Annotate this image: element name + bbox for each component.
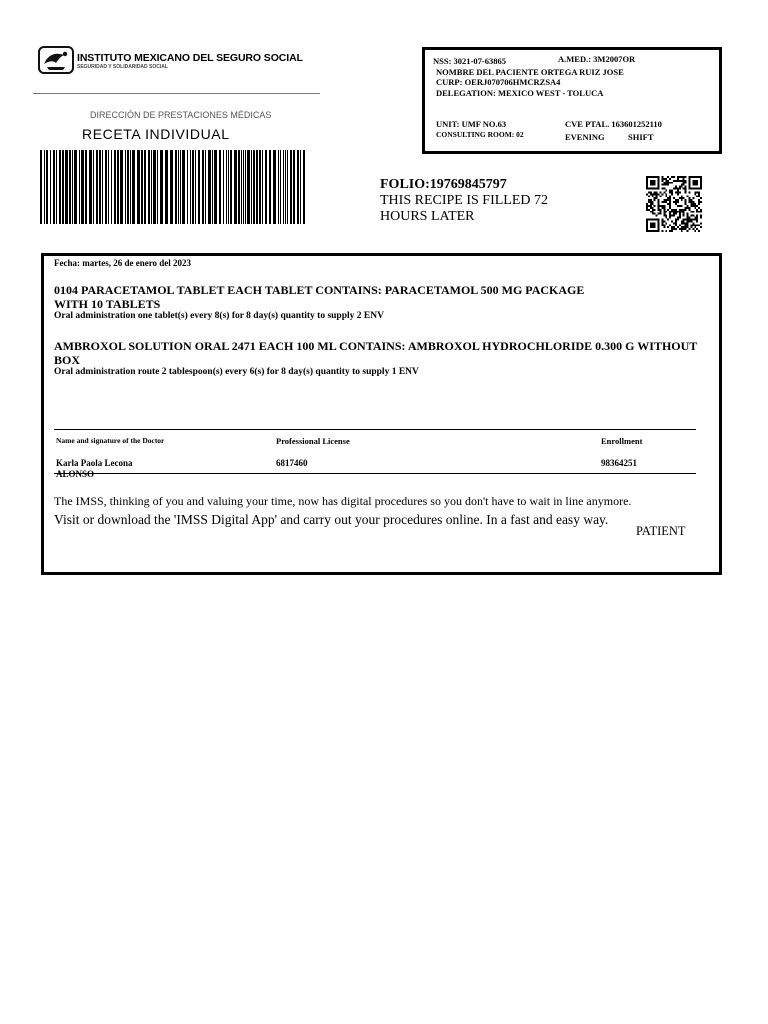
- imss-logo-icon: [38, 46, 74, 74]
- nss-field: NSS: 3021-07-63865: [433, 56, 506, 66]
- barcode-icon: [40, 150, 306, 224]
- institution-motto: SEGURIDAD Y SOLIDARIDAD SOCIAL: [77, 64, 168, 70]
- enrollment-label: Enrollment: [601, 436, 643, 446]
- header-divider: [33, 93, 320, 94]
- enrollment-number: 98364251: [601, 458, 637, 468]
- folio-number: FOLIO:19769845797: [380, 177, 507, 192]
- consulting-room-field: CONSULTING ROOM: 02: [436, 130, 524, 139]
- signature-rule-top: [54, 429, 696, 430]
- delegation-field: DELEGATION: MEXICO WEST - TOLUCA: [436, 88, 604, 98]
- doctor-surname: ALONSO: [56, 469, 95, 479]
- prescription-date: Fecha: martes, 26 de enero del 2023: [54, 258, 192, 268]
- evening-field: EVENING: [565, 132, 605, 142]
- qr-code-icon: [646, 176, 702, 232]
- patient-info-box: [422, 47, 722, 154]
- patient-name-field: NOMBRE DEL PACIENTE ORTEGA RUIZ JOSE: [436, 67, 624, 77]
- fill-note: THIS RECIPE IS FILLED 72 HOURS LATER: [380, 193, 548, 224]
- prescription-box: [41, 253, 722, 575]
- department-label: DIRECCIÓN DE PRESTACIONES MÉDICAS: [90, 110, 272, 120]
- footer-message: The IMSS, thinking of you and valuing your time, now has digital procedures so you don't have to wait in line anymore.: [54, 494, 632, 508]
- doctor-name: Karla Paola Lecona: [56, 458, 133, 468]
- shift-field: SHIFT: [628, 132, 654, 142]
- doctor-signature-label: Name and signature of the Doctor: [56, 436, 165, 445]
- document-type: RECETA INDIVIDUAL: [82, 126, 230, 142]
- amed-field: A.MED.: 3M2007OR: [558, 54, 636, 64]
- copy-label: PATIENT: [636, 524, 686, 538]
- cve-field: CVE PTAL. 163601252110: [565, 119, 662, 129]
- footer-app-message: Visit or download the 'IMSS Digital App' and carry out your procedures online. In a fast and easy way.: [54, 512, 609, 527]
- institution-name: INSTITUTO MEXICANO DEL SEGURO SOCIAL: [77, 52, 303, 64]
- license-label: Professional License: [276, 436, 350, 446]
- medication-title: AMBROXOL SOLUTION ORAL 2471 EACH 100 ML CONTAINS: AMBROXOL HYDROCHLORIDE 0.300 G WITHOUT BOX: [54, 339, 698, 367]
- license-number: 6817460: [276, 458, 308, 468]
- unit-field: UNIT: UMF NO.63: [436, 119, 507, 129]
- signature-rule-bottom: [54, 473, 696, 474]
- medication-dose: Oral administration one tablet(s) every 8(s) for 8 day(s) quantity to supply 2 ENV: [54, 311, 384, 321]
- medication-title: 0104 PARACETAMOL TABLET EACH TABLET CONTAINS: PARACETAMOL 500 MG PACKAGE WITH 10 TABLETS: [54, 283, 585, 311]
- curp-field: CURP: OERJ070706HMCRZSA4: [436, 77, 561, 87]
- medication-dose: Oral administration route 2 tablespoon(s) every 6(s) for 8 day(s) quantity to supply 1 ENV: [54, 367, 419, 377]
